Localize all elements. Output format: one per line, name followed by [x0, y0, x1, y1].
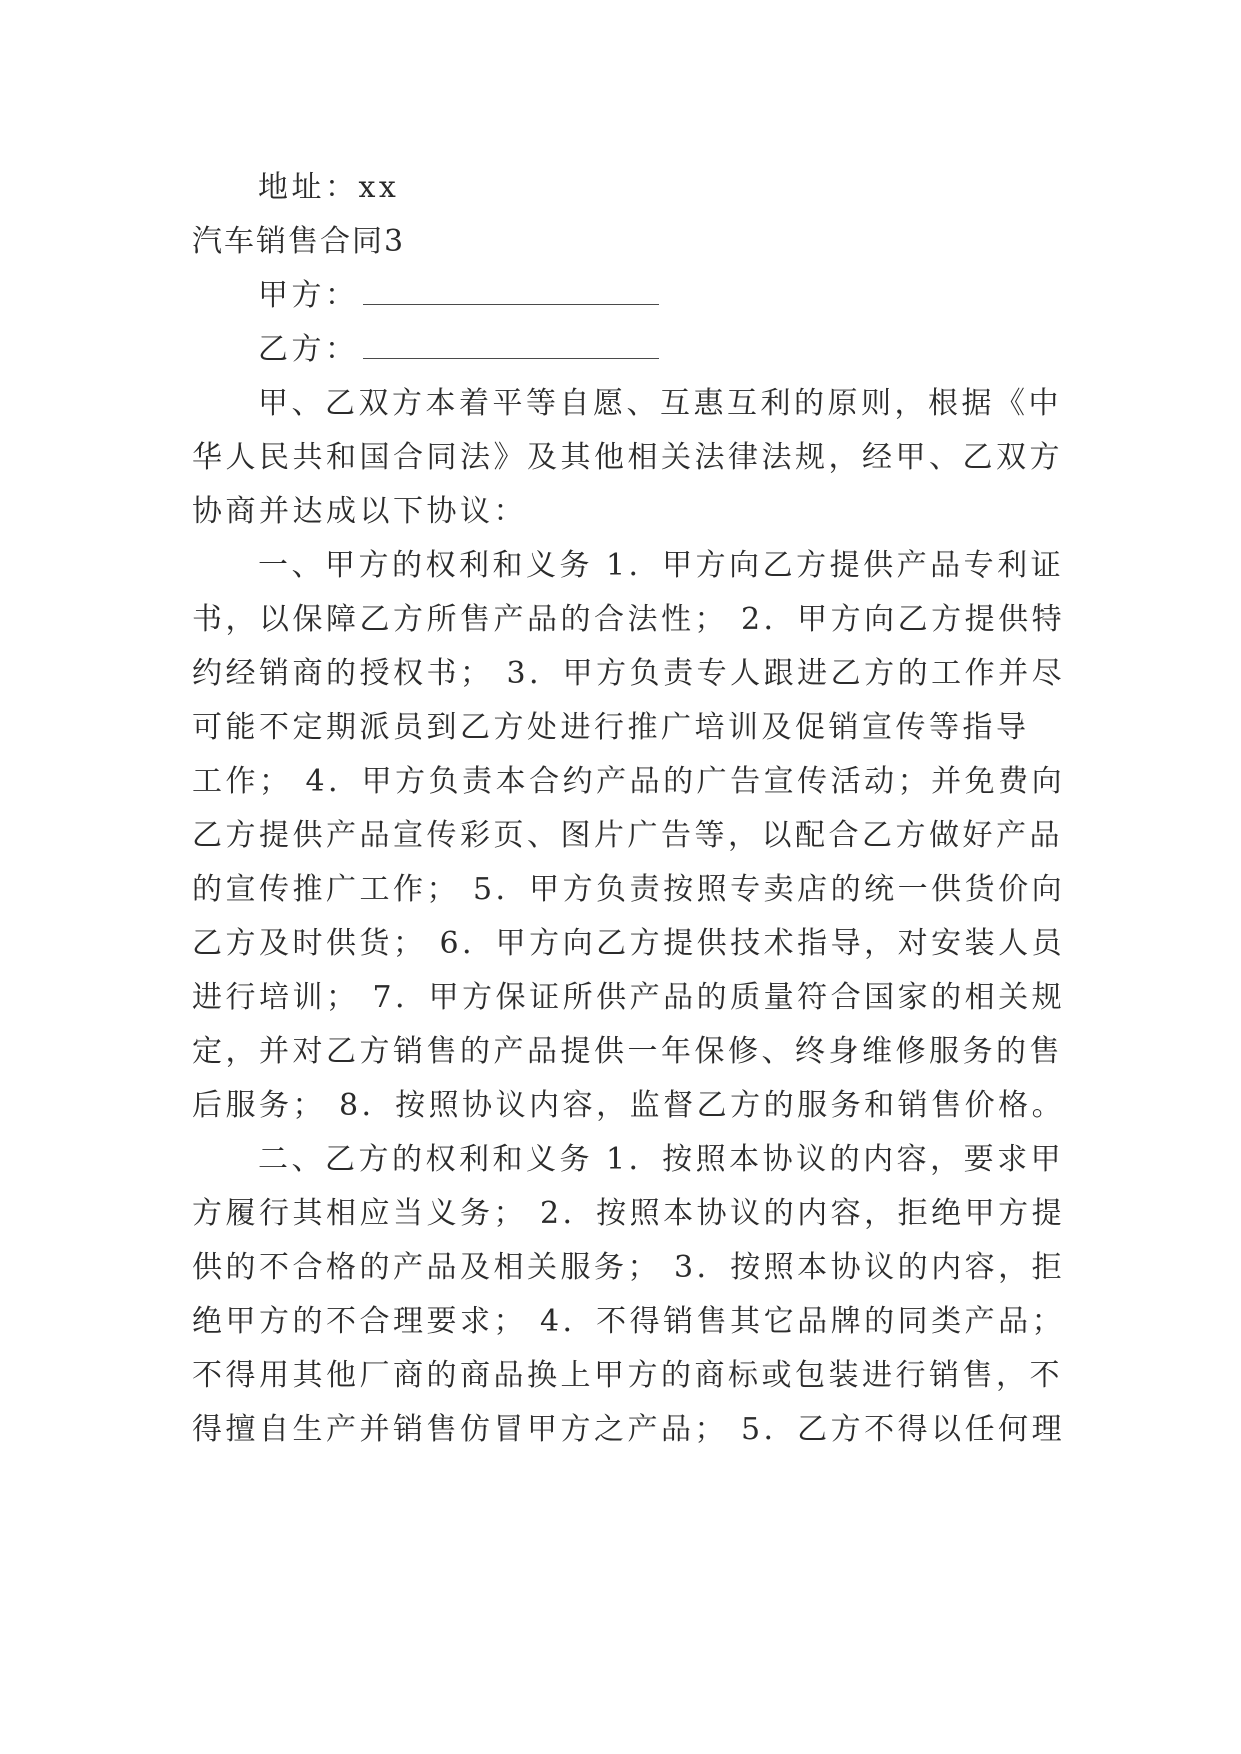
- body-line: 后服务； 8．按照协议内容，监督乙方的服务和销售价格。: [192, 1088, 1066, 1123]
- party-a-blank: [363, 276, 659, 305]
- party-b-label: 乙方：: [258, 332, 359, 367]
- body-line: 供的不合格的产品及相关服务； 3．按照本协议的内容，拒: [192, 1250, 1066, 1285]
- party-a-label: 甲方：: [258, 278, 359, 313]
- body-line: 定，并对乙方销售的产品提供一年保修、终身维修服务的售: [192, 1034, 1063, 1069]
- body-line: 约经销商的授权书； 3．甲方负责专人跟进乙方的工作并尽: [192, 656, 1066, 691]
- body-line: 的宣传推广工作； 5．甲方负责按照专卖店的统一供货价向: [192, 872, 1066, 907]
- body-line: 书，以保障乙方所售产品的合法性； 2．甲方向乙方提供特: [192, 602, 1066, 637]
- body-line: 方履行其相应当义务； 2．按照本协议的内容，拒绝甲方提: [192, 1196, 1066, 1231]
- body-line: 乙方提供产品宣传彩页、图片广告等，以配合乙方做好产品: [192, 818, 1063, 853]
- party-b-line: [0, 330, 1241, 370]
- address-line: 地址：xx: [258, 170, 400, 205]
- body-line: 协商并达成以下协议：: [192, 494, 527, 529]
- body-line: 乙方及时供货； 6．甲方向乙方提供技术指导，对安装人员: [192, 926, 1066, 961]
- body-line: 进行培训； 7．甲方保证所供产品的质量符合国家的相关规: [192, 980, 1066, 1015]
- body-line: 二、乙方的权利和义务 1．按照本协议的内容，要求甲: [258, 1142, 1065, 1177]
- body-line: 工作； 4．甲方负责本合约产品的广告宣传活动；并免费向: [192, 764, 1066, 799]
- body-line: 甲、乙双方本着平等自愿、互惠互利的原则，根据《中: [258, 386, 1062, 421]
- body-line: 一、甲方的权利和义务 1．甲方向乙方提供产品专利证: [258, 548, 1065, 583]
- party-b-blank: [363, 330, 659, 359]
- body-line: 华人民共和国合同法》及其他相关法律法规，经甲、乙双方: [192, 440, 1063, 475]
- party-a-line: [0, 276, 1241, 316]
- body-line: 可能不定期派员到乙方处进行推广培训及促销宣传等指导: [192, 710, 1030, 745]
- body-line: 得擅自生产并销售仿冒甲方之产品； 5．乙方不得以任何理: [192, 1412, 1066, 1447]
- document-title: 汽车销售合同3: [192, 224, 406, 259]
- body-line: 不得用其他厂商的商品换上甲方的商标或包装进行销售，不: [192, 1358, 1063, 1393]
- body-line: 绝甲方的不合理要求； 4．不得销售其它品牌的同类产品；: [192, 1304, 1066, 1339]
